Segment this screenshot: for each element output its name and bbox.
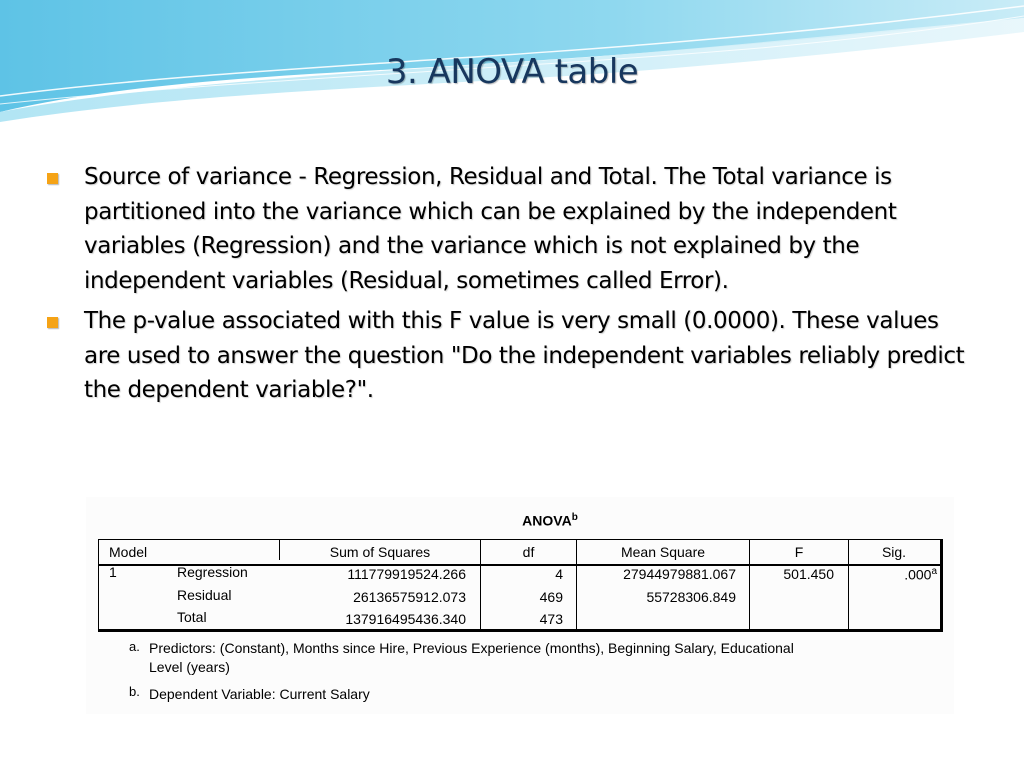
anova-table-title (86, 512, 1014, 529)
bullet-item (44, 304, 979, 408)
header-f: F (794, 544, 804, 560)
bullet-text: The p-value associated with this F value is very small (0.0000). These values are used to answer the question "Do the independent variables reliably predict the dependent variable?". (84, 308, 965, 403)
header-model: Model (109, 544, 148, 560)
anova-table (98, 539, 943, 632)
f-regression: 501.450 (783, 566, 834, 582)
square-bullet-icon (47, 173, 58, 184)
df-regression: 4 (555, 566, 563, 582)
anova-title-text: ANOVA (522, 512, 572, 529)
bullet-item (44, 160, 979, 298)
footnote-a-mark: a. (129, 639, 140, 654)
square-bullet-icon (47, 317, 58, 328)
ss-residual: 26136575912.073 (353, 589, 466, 605)
header-mean-square: Mean Square (620, 544, 706, 560)
anova-title-footnote-mark: b (571, 512, 578, 523)
sig-value: .000 (904, 566, 932, 583)
ss-total: 137916495436.340 (345, 611, 466, 627)
footnote-b-mark: b. (129, 684, 140, 699)
model-number: 1 (109, 564, 117, 580)
ms-regression: 27944979881.067 (623, 566, 736, 582)
ms-residual: 55728306.849 (646, 589, 736, 605)
header-sig: Sig. (881, 544, 907, 560)
footnote-a-line1: Predictors: (Constant), Months since Hire, Previous Experience (months), Beginning Salary, Educational (149, 640, 794, 656)
anova-table-panel (86, 497, 954, 714)
slide-title: 3. ANOVA table (385, 52, 639, 92)
sig-regression (849, 566, 937, 583)
source-regression: Regression (177, 564, 248, 580)
bullet-list (44, 160, 979, 414)
bullet-text: Source of variance - Regression, Residual and Total. The Total variance is partitioned into the variance which can be explained by the independent variables (Regression) and the variance which is not explained by the independent variables (Residual, sometimes called Error). (84, 164, 897, 294)
ss-regression: 111779919524.266 (347, 566, 466, 582)
source-total: Total (177, 609, 207, 625)
footnote-b-line1: Dependent Variable: Current Salary (149, 686, 370, 702)
header-df: df (522, 544, 535, 560)
sig-footnote-mark: a (931, 566, 937, 577)
df-total: 473 (539, 611, 563, 627)
source-residual: Residual (177, 587, 232, 603)
footnote-a-line2: Level (years) (149, 659, 230, 675)
df-residual: 469 (539, 589, 563, 605)
header-sum-of-squares: Sum of Squares (329, 544, 431, 560)
